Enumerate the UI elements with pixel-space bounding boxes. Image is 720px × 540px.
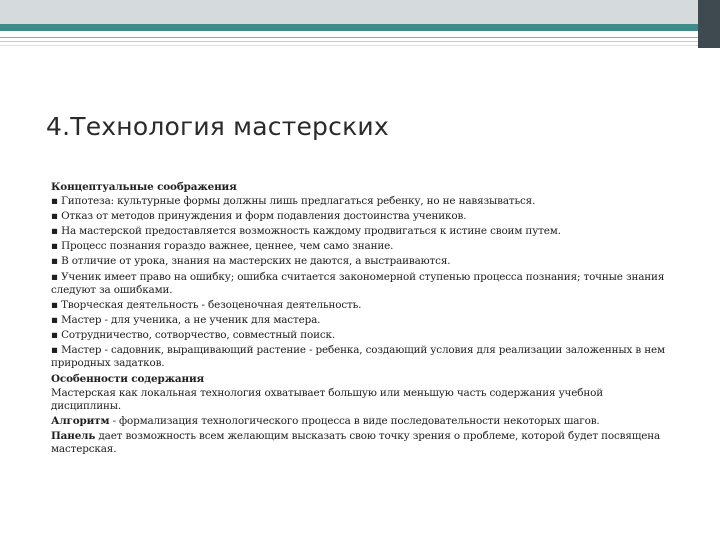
bullet-marker: ▪: [51, 225, 58, 238]
bullet-marker: ▪: [51, 195, 58, 208]
bullet-item: [51, 299, 676, 314]
paragraph-local-technology: Мастерская как локальная технология охватывает большую или меньшую часть содержания учебной дисциплины.: [51, 387, 604, 413]
section-heading-concepts: Концептуальные соображения: [51, 181, 237, 193]
header-rule-2: [0, 41, 698, 42]
bullet-text: Процесс познания гораздо важнее, ценнее, чем само знание.: [61, 240, 394, 253]
slide-body: [51, 180, 676, 458]
bullet-item: [51, 210, 676, 225]
bullet-item: [51, 225, 676, 240]
header-corner-block: [698, 0, 720, 48]
bullet-item: [51, 344, 676, 372]
paragraph-algorithm: [51, 415, 676, 430]
bullet-marker: ▪: [51, 313, 58, 326]
bullet-text: Сотрудничество, сотворчество, совместный поиск.: [61, 328, 336, 341]
bullet-marker: ▪: [51, 298, 58, 311]
bullet-item: [51, 240, 676, 255]
header-rule-3: [0, 45, 698, 46]
bullet-marker: ▪: [51, 328, 58, 341]
slide-title: 4.Технология мастерских: [46, 112, 389, 141]
bullet-text: Мастер - садовник, выращивающий растение - ребенка, создающий условия для реализации заложенных в нем природных задатков.: [51, 343, 665, 369]
bullet-marker: ▪: [51, 343, 58, 356]
bullet-text: Ученик имеет право на ошибку; ошибка считается закономерной ступенью процесса познания; точные знания следуют за ошибками.: [51, 270, 665, 296]
paragraph-panel: [51, 430, 676, 458]
header-accent-line: [0, 24, 698, 31]
term-algorithm: Алгоритм: [51, 415, 110, 428]
bullet-text: В отличие от урока, знания на мастерских не даются, а выстраиваются.: [61, 255, 451, 268]
bullet-marker: ▪: [51, 270, 58, 283]
definition-panel: дает возможность всем желающим высказать свою точку зрения о проблеме, которой будет посвящена мастерская.: [51, 430, 661, 456]
bullet-marker: ▪: [51, 240, 58, 253]
bullet-item: [51, 255, 676, 270]
definition-algorithm: - формализация технологического процесса в виде последовательности некоторых шагов.: [109, 415, 600, 428]
term-panel: Панель: [51, 430, 96, 443]
bullet-item: [51, 195, 676, 210]
bullet-text: На мастерской предоставляется возможность каждому продвигаться к истине своим путем.: [61, 225, 561, 238]
bullet-item: [51, 314, 676, 329]
bullet-item: [51, 271, 676, 299]
header-band: [0, 0, 720, 24]
bullet-marker: ▪: [51, 255, 58, 268]
bullet-text: Творческая деятельность - безоценочная деятельность.: [61, 298, 362, 311]
bullet-item: [51, 329, 676, 344]
bullet-text: Гипотеза: культурные формы должны лишь предлагаться ребенку, но не навязываться.: [61, 195, 536, 208]
bullet-text: Отказ от методов принуждения и форм подавления достоинства учеников.: [61, 210, 467, 223]
bullet-marker: ▪: [51, 210, 58, 223]
header-rule-1: [0, 37, 698, 38]
section-heading-content: Особенности содержания: [51, 373, 205, 386]
bullet-text: Мастер - для ученика, а не ученик для мастера.: [61, 313, 321, 326]
